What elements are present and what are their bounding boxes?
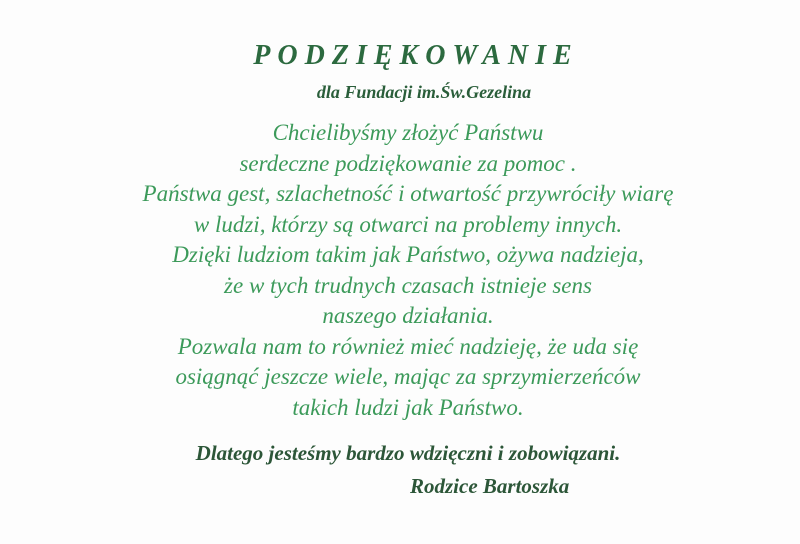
letter-subtitle: dla Fundacji im.Św.Gezelina <box>316 82 532 102</box>
body-line: osiągnąć jeszcze wiele, mając za sprzymierzeńców <box>175 364 641 389</box>
body-line: że w tych trudnych czasach istnieje sens <box>224 272 592 298</box>
letter-body <box>8 118 800 423</box>
body-line: Dzięki ludziom takim jak Państwo, ożywa nadzieja, <box>172 242 644 267</box>
body-line: Państwa gest, szlachetność i otwartość przywróciły wiarę <box>142 181 674 206</box>
letter-title: PODZIĘKOWANIE <box>253 40 579 71</box>
letter-closing: Dlatego jesteśmy bardzo wdzięczni i zobowiązani. <box>195 441 621 465</box>
body-line: serdeczne podziękowanie za pomoc . <box>239 150 577 176</box>
letter-signature: Rodzice Bartoszka <box>410 474 570 498</box>
body-line: Pozwala nam to również mieć nadzieję, że uda się <box>177 333 639 359</box>
body-line: Chcielibyśmy złożyć Państwu <box>272 120 544 145</box>
body-line: takich ludzi jak Państwo. <box>292 394 524 420</box>
body-line: w ludzi, którzy są otwarci na problemy innych. <box>193 211 623 237</box>
body-line: naszego działania. <box>322 303 494 328</box>
